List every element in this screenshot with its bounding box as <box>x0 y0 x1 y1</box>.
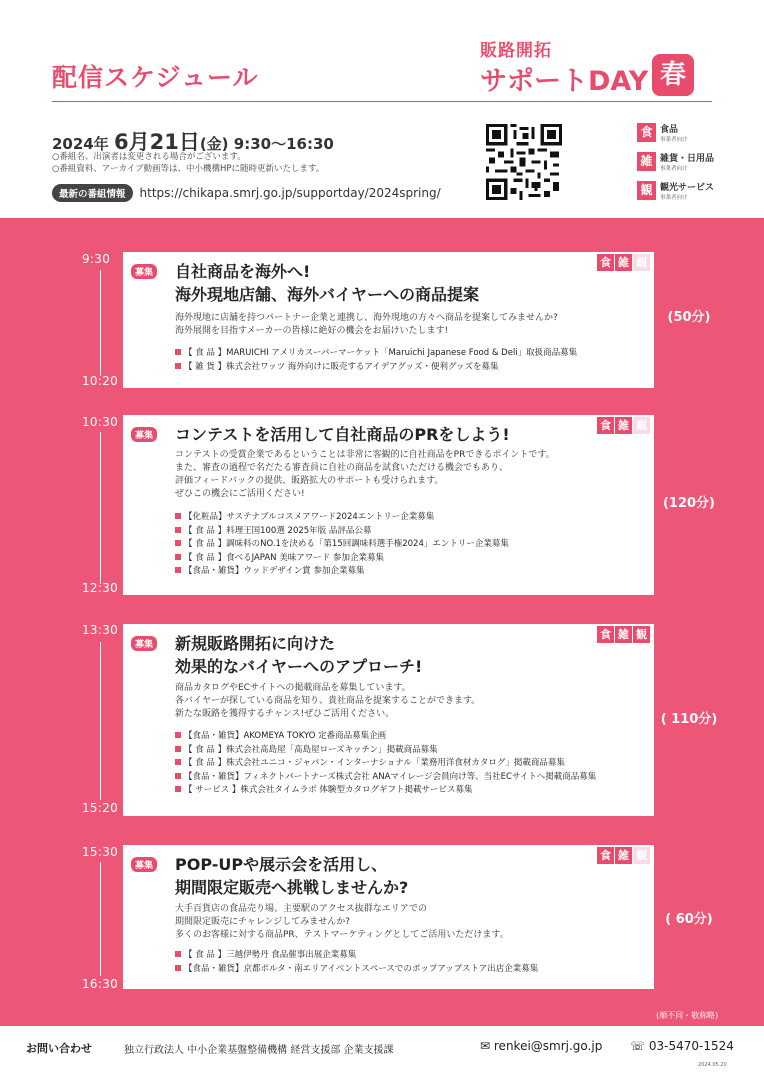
legend-tourism-sub: 事業者向け <box>660 195 688 201</box>
session-3-start: 13:30 <box>82 623 119 637</box>
session-1-start: 9:30 <box>82 252 111 266</box>
brand-logo <box>480 36 686 98</box>
session-1-end: 10:20 <box>82 374 119 388</box>
session-1-duration: (50分) <box>667 310 711 325</box>
session-1-title-line-2: 海外現地店舗、海外バイヤーへの商品提案 <box>175 285 480 304</box>
session-4-desc-line: 多くのお客様に対する商品PR、テストマーケティングとしてご活用いただけます。 <box>175 930 509 940</box>
session-3-end: 15:20 <box>82 801 119 815</box>
category-tourism-icon: 観 <box>633 417 650 434</box>
session-3-item: 【食品・雑貨】AKOMEYA TOKYO 定番商品募集企画 <box>175 730 596 744</box>
session-4-items <box>175 949 538 976</box>
mail-icon: ✉ <box>480 1039 491 1053</box>
footer <box>0 1026 764 1080</box>
session-3-desc <box>175 682 480 721</box>
session-4-title-line-2: 期間限定販売へ挑戦しませんか? <box>175 878 409 897</box>
session-4-item: 【 食 品 】三越伊勢丹 食品催事出展企業募集 <box>175 949 538 963</box>
note-2: ○番組資料、アーカイブ動画等は、中小機構HPに随時更新いたします。 <box>52 164 325 174</box>
category-goods-icon: 雑 <box>615 626 632 643</box>
session-2-duration: (120分) <box>662 496 716 511</box>
session-3-title <box>175 632 422 678</box>
legend-tourism <box>637 180 747 201</box>
session-4-categories <box>597 847 650 864</box>
legend-tourism-label: 観光サービス <box>660 183 715 193</box>
session-1-title <box>175 260 479 306</box>
session-3-desc-line: 各バイヤーが探している商品を知り、貴社商品を提案することができます。 <box>175 696 481 706</box>
order-notice: (順不同・敬称略) <box>656 1011 719 1020</box>
session-3-title-line-1: 新規販路開拓に向けた <box>175 634 336 653</box>
note-1: ○番組名、出演者は変更される場合がございます。 <box>52 152 246 162</box>
timeline-2 <box>100 432 101 584</box>
session-2-title-line-1: コンテストを活用して自社商品のPRをしよう! <box>175 425 510 444</box>
timeline-4 <box>100 862 101 976</box>
session-2-item: 【化粧品】サステナブルコスメアワード2024エントリー企業募集 <box>175 511 509 525</box>
legend-goods <box>637 151 747 172</box>
session-1-item: 【 食 品 】MARUICHI アメリカスーパーマーケット「Maruichi Japanese Food & Deli」取扱商品募集 <box>175 347 577 361</box>
session-1-items <box>175 347 577 374</box>
category-food-icon: 食 <box>597 626 614 643</box>
brand-big: サポートDAY <box>480 66 649 97</box>
category-tourism-icon: 観 <box>633 847 650 864</box>
session-2-start: 10:30 <box>82 415 119 429</box>
session-3-categories <box>597 626 650 643</box>
date-suffix: (金) 9:30〜16:30 <box>199 135 334 153</box>
session-1-badge: 募集 <box>131 264 157 279</box>
session-4-item: 【食品・雑貨】京都ポルタ・南エリアイベントスペースでのポップアップストア出店企業募集 <box>175 963 538 977</box>
legend-food-sub: 事業者向け <box>660 137 688 143</box>
session-2-desc-line: コンテストの受賞企業であるということは非常に客観的に自社商品をPRできるポイントです。 <box>175 450 555 460</box>
session-2-desc-line: ぜひこの機会にご活用ください! <box>175 489 305 499</box>
category-goods-icon: 雑 <box>615 417 632 434</box>
session-1-desc-line: 海外展開を目指すメーカーの皆様に絶好の機会をお届けいたします! <box>175 326 449 336</box>
document-date: 2024.05.20 <box>698 1062 727 1068</box>
session-3-desc-line: 商品カタログやECサイトへの掲載商品を募集しています。 <box>175 683 411 693</box>
session-2-end: 12:30 <box>82 581 119 595</box>
session-3-item: 【 食 品 】株式会社髙島屋「髙島屋ローズキッチン」掲載商品募集 <box>175 744 596 758</box>
session-4-title-line-1: POP-UPや展示会を活用し、 <box>175 855 388 874</box>
session-2-item: 【 食 品 】料理王国100選 2025年版 品評品公募 <box>175 525 509 539</box>
session-1-title-line-1: 自社商品を海外へ! <box>175 262 311 281</box>
session-2-item: 【 食 品 】食べるJAPAN 美味アワード 参加企業募集 <box>175 552 509 566</box>
category-food-icon: 食 <box>597 847 614 864</box>
session-4-desc <box>175 903 509 942</box>
page-title: 配信スケジュール <box>52 63 259 92</box>
info-row <box>52 184 441 202</box>
session-2-categories <box>597 417 650 434</box>
contact-mail <box>480 1039 602 1053</box>
contact-org: 独立行政法人 中小企業基盤整備機構 経営支援部 企業支援課 <box>124 1045 394 1056</box>
header-divider <box>52 101 712 102</box>
category-food-icon: 食 <box>597 254 614 271</box>
legend-goods-label: 雑貨・日用品 <box>660 154 715 164</box>
session-3-badge: 募集 <box>131 636 157 651</box>
session-3-item: 【 食 品 】株式会社ユニコ・ジャパン・インターナショナル「業務用洋食材カタログ」掲載商品募集 <box>175 757 596 771</box>
session-1-desc-line: 海外現地に店舗を持つパートナー企業と連携し、海外現地の方々へ商品を提案してみませんか? <box>175 313 558 323</box>
session-2-item: 【食品・雑貨】ウッドデザイン賞 参加企業募集 <box>175 565 509 579</box>
session-card-1 <box>123 252 654 388</box>
session-4-desc-line: 期間限定販売にチャレンジしてみませんか? <box>175 917 351 927</box>
session-4-start: 15:30 <box>82 845 119 859</box>
brand-season: 春 <box>652 54 694 96</box>
session-1-desc <box>175 312 558 338</box>
contact-tel <box>630 1039 734 1053</box>
timeline-1 <box>100 270 101 376</box>
session-4-badge: 募集 <box>131 857 157 872</box>
session-1-categories <box>597 254 650 271</box>
qr-code-icon[interactable] <box>486 124 562 200</box>
legend-food <box>637 122 747 143</box>
session-4-title <box>175 853 408 899</box>
session-4-desc-line: 大手百貨店の食品売り場、主要駅のアクセス抜群なエリアでの <box>175 904 428 914</box>
legend-goods-sub: 事業者向け <box>660 166 688 172</box>
session-4-duration: ( 60分) <box>665 912 713 927</box>
session-3-duration: ( 110分) <box>660 712 718 727</box>
legend-goods-icon: 雑 <box>637 152 656 171</box>
contact-label: お問い合わせ <box>26 1042 92 1055</box>
category-goods-icon: 雑 <box>615 847 632 864</box>
session-4-end: 16:30 <box>82 977 119 991</box>
session-2-desc-line: また、審査の過程で名だたる審査員に自社の商品を試食いただける機会でもあり、 <box>175 463 509 473</box>
session-3-item: 【 サービス 】株式会社タイムラボ 体験型カタログギフト掲載サービス募集 <box>175 784 596 798</box>
session-2-desc <box>175 449 555 501</box>
legend-tourism-icon: 観 <box>637 181 656 200</box>
legend-food-label: 食品 <box>660 125 679 135</box>
brand-small: 販路開拓 <box>480 41 552 61</box>
category-tourism-icon: 観 <box>633 254 650 271</box>
session-2-badge: 募集 <box>131 427 157 442</box>
info-label: 最新の番組情報 <box>52 184 133 202</box>
date-big: 6月21日 <box>113 130 200 154</box>
category-tourism-icon: 観 <box>633 626 650 643</box>
session-1-item: 【 雑 貨 】株式会社ワッツ 海外向けに販売するアイデアグッズ・便利グッズを募集 <box>175 361 577 375</box>
timeline-3 <box>100 642 101 800</box>
phone-icon: ☏ <box>630 1039 646 1053</box>
session-2-item: 【 食 品 】調味料のNO.1を決める「第15回調味料選手権2024」エントリー企業募集 <box>175 538 509 552</box>
session-3-item: 【食品・雑貨】フィネクトパートナーズ株式会社 ANAマイレージ会員向け等、当社ECサイトへ掲載商品募集 <box>175 771 596 785</box>
session-3-desc-line: 新たな販路を獲得するチャンス!ぜひご活用ください。 <box>175 709 395 719</box>
session-3-items <box>175 730 596 798</box>
contact-tel-link[interactable]: 03-5470-1524 <box>648 1039 734 1053</box>
session-2-title <box>175 423 510 446</box>
date-prefix: 2024年 <box>52 135 109 153</box>
program-url-link[interactable]: https://chikapa.smrj.go.jp/supportday/2024spring/ <box>139 186 441 200</box>
session-card-2 <box>123 415 654 595</box>
legend-food-icon: 食 <box>637 123 656 142</box>
category-food-icon: 食 <box>597 417 614 434</box>
session-2-desc-line: 評価フィードバックの提供、販路拡大のサポートも受けられます。 <box>175 476 444 486</box>
session-3-title-line-2: 効果的なバイヤーへのアプローチ! <box>175 657 423 676</box>
session-card-3 <box>123 624 654 816</box>
contact-mail-link[interactable]: renkei@smrj.go.jp <box>493 1039 603 1053</box>
session-card-4 <box>123 845 654 989</box>
session-2-items <box>175 511 509 579</box>
category-goods-icon: 雑 <box>615 254 632 271</box>
